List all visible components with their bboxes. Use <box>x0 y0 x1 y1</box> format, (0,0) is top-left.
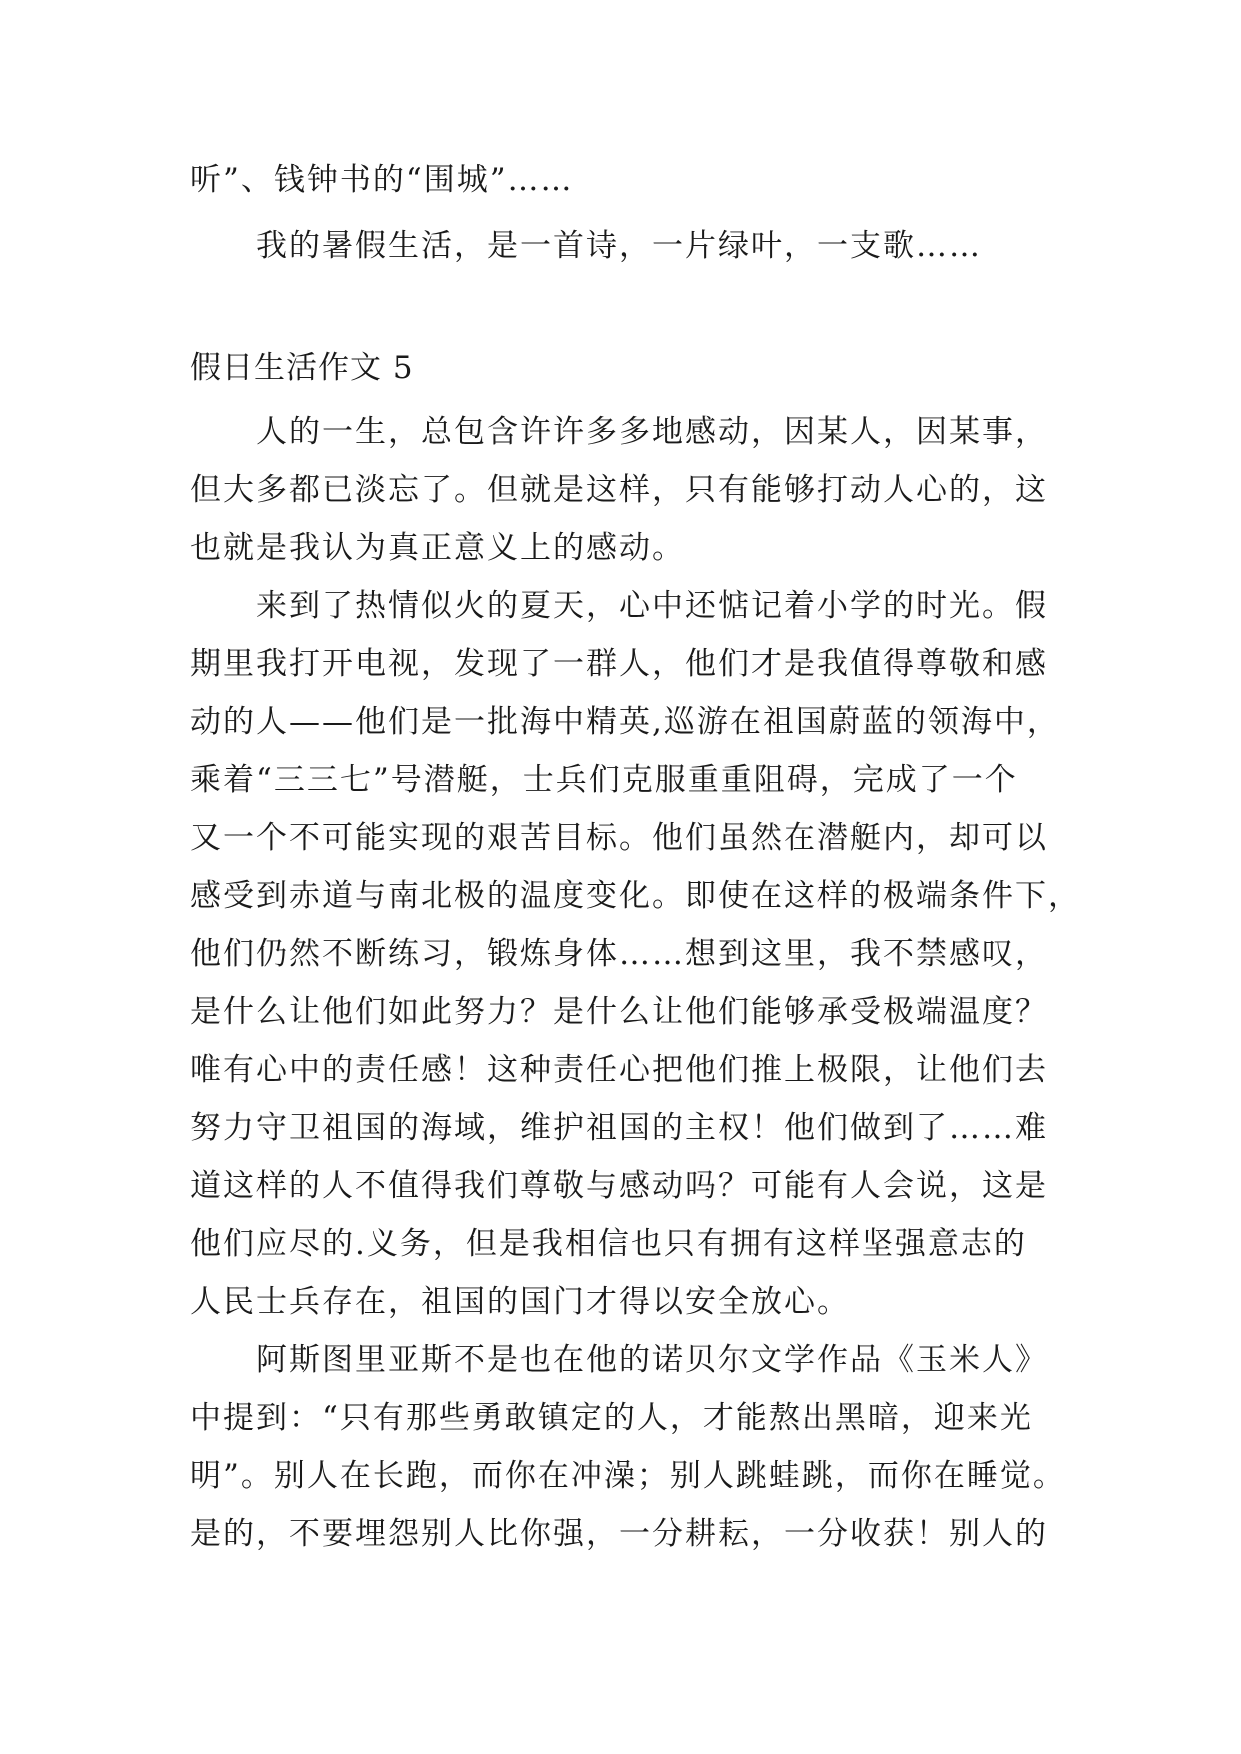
text-line: 动的人——他们是一批海中精英,巡游在祖国蔚蓝的领海中， <box>190 704 1060 740</box>
section-heading: 假日生活作文 5 <box>190 350 414 386</box>
text-line: 中提到：“只有那些勇敢镇定的人，才能熬出黑暗，迎来光 <box>190 1400 1033 1436</box>
text-line: 人的一生，总包含许许多多地感动，因某人，因某事， <box>256 414 1048 450</box>
text-line: 他们仍然不断练习，锻炼身体……想到这里，我不禁感叹， <box>190 936 1048 972</box>
text-line: 听”、钱钟书的“围城”…… <box>190 162 574 198</box>
text-line: 是什么让他们如此努力？是什么让他们能够承受极端温度？ <box>190 994 1048 1030</box>
text-line: 乘着“三三七”号潜艇，士兵们克服重重阻碍，完成了一个 <box>190 762 1018 798</box>
text-line: 唯有心中的责任感！这种责任心把他们推上极限，让他们去 <box>190 1052 1048 1088</box>
text-line: 道这样的人不值得我们尊敬与感动吗？可能有人会说，这是 <box>190 1168 1048 1204</box>
text-line: 阿斯图里亚斯不是也在他的诺贝尔文学作品《玉米人》 <box>256 1342 1048 1378</box>
text-line: 明”。别人在长跑，而你在冲澡；别人跳蛙跳，而你在睡觉。 <box>190 1458 1066 1494</box>
text-line: 他们应尽的.义务，但是我相信也只有拥有这样坚强意志的 <box>190 1226 1027 1262</box>
text-line: 感受到赤道与南北极的温度变化。即使在这样的极端条件下， <box>190 878 1081 914</box>
text-line: 我的暑假生活，是一首诗，一片绿叶，一支歌…… <box>256 228 982 264</box>
text-line: 期里我打开电视，发现了一群人，他们才是我值得尊敬和感 <box>190 646 1048 682</box>
text-line: 人民士兵存在，祖国的国门才得以安全放心。 <box>190 1284 850 1320</box>
text-line: 来到了热情似火的夏天，心中还惦记着小学的时光。假 <box>256 588 1048 624</box>
text-line: 又一个不可能实现的艰苦目标。他们虽然在潜艇内，却可以 <box>190 820 1048 856</box>
text-line: 努力守卫祖国的海域，维护祖国的主权！他们做到了……难 <box>190 1110 1048 1146</box>
text-line: 但大多都已淡忘了。但就是这样，只有能够打动人心的，这 <box>190 472 1048 508</box>
text-line: 是的，不要埋怨别人比你强，一分耕耘，一分收获！别人的 <box>190 1516 1048 1552</box>
text-line: 也就是我认为真正意义上的感动。 <box>190 530 685 566</box>
